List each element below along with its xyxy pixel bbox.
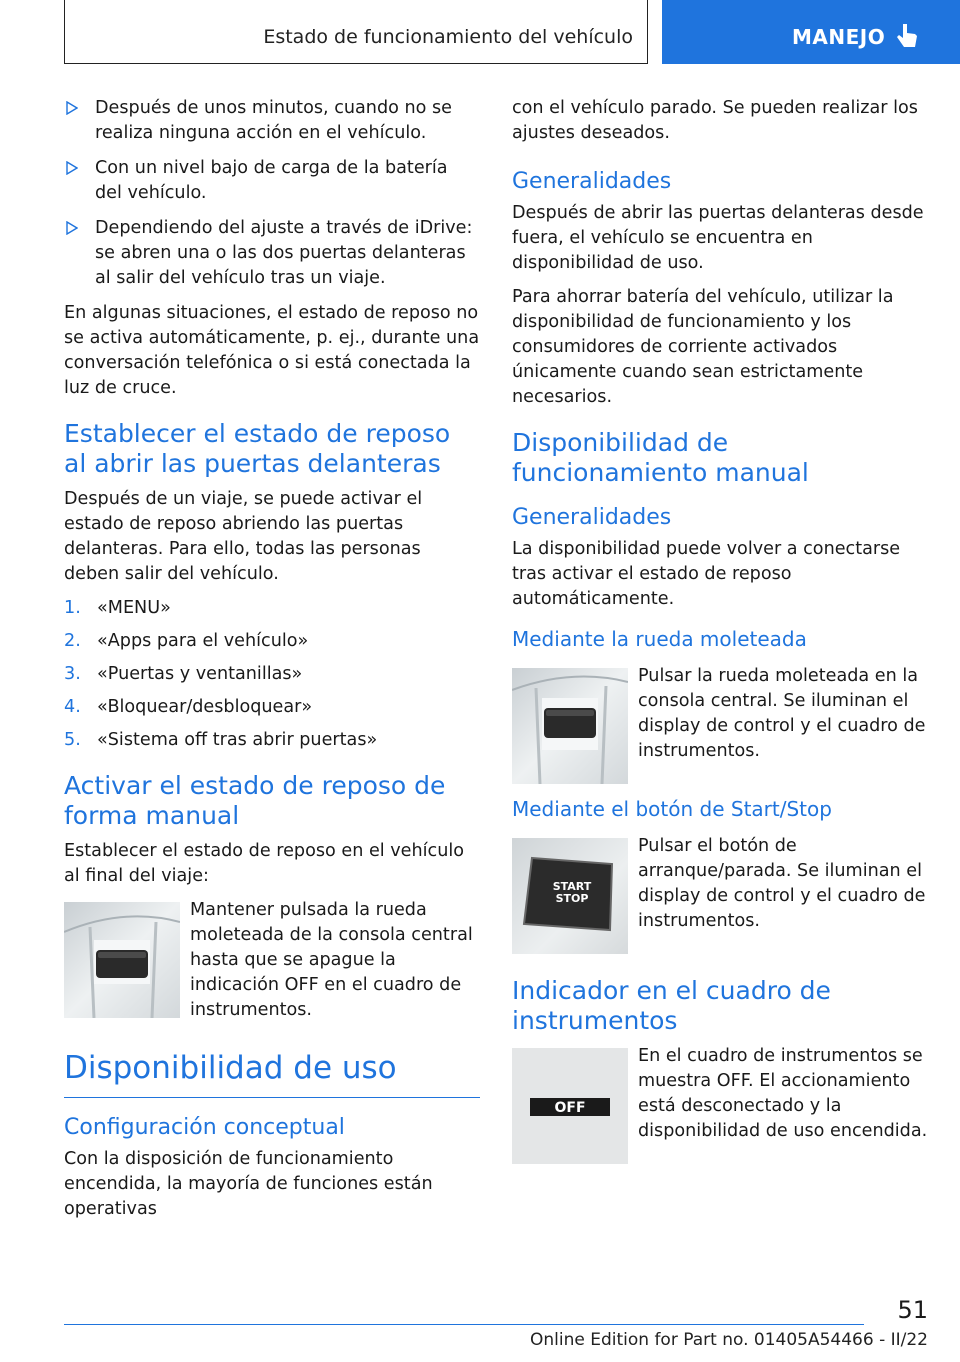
heading-configuracion: Configuración conceptual	[64, 1115, 345, 1140]
figure-knurled-wheel	[64, 898, 480, 1023]
figure-rueda	[512, 664, 928, 782]
svg-text:OFF: OFF	[554, 1100, 586, 1116]
steps-list	[64, 596, 480, 753]
paragraph: La disponibilidad puede volver a conectarse tras activar el estado de reposo automáticamente.	[512, 539, 901, 609]
paragraph: En algunas situaciones, el estado de reposo no se activa automáticamente, p. ej., durante una conversación telefónica o si está conectada la luz de cruce.	[64, 303, 480, 398]
off-indicator-image	[512, 1048, 628, 1164]
figure-text: Mantener pulsada la rueda moleteada de la consola central hasta que se apague la indicación OFF en el cuadro de instrumentos.	[190, 900, 473, 1020]
figure-text: Pulsar el botón de arranque/parada. Se iluminan el display de control y el cuadro de instrumentos.	[638, 836, 926, 931]
heading-rueda: Mediante la rueda moleteada	[512, 627, 807, 651]
knurled-wheel-image	[512, 668, 628, 784]
figure-text: En el cuadro de instrumentos se muestra OFF. El accionamiento está desconectado y la disponibilidad de uso encendida.	[638, 1046, 928, 1141]
heading-boton: Mediante el botón de Start/Stop	[512, 797, 832, 821]
footer-divider	[64, 1324, 864, 1325]
chapter-title: Estado de funcionamiento del vehículo	[263, 26, 633, 48]
list-item: 5. «Sistema off tras abrir puertas»	[64, 730, 378, 750]
heading-generalidades: Generalidades	[512, 169, 672, 194]
left-column	[64, 96, 480, 1231]
start-stop-button-image	[512, 838, 628, 954]
svg-text:STOP: STOP	[555, 892, 589, 905]
list-item: 1. «MENU»	[64, 598, 171, 618]
figure-text: Pulsar la rueda moleteada en la consola central. Se iluminan el display de control y el cuadro de instrumentos.	[638, 666, 926, 761]
paragraph: Después de un viaje, se puede activar el estado de reposo abriendo las puertas delanteras. Para ello, todas las personas deben salir del vehículo.	[64, 489, 423, 584]
figure-off	[512, 1044, 928, 1162]
list-item: 4. «Bloquear/desbloquear»	[64, 697, 313, 717]
footer-edition: Online Edition for Part no. 01405A54466 - II/22	[529, 1330, 928, 1350]
heading-establecer: Establecer el estado de reposo al abrir las puertas delanteras	[64, 419, 451, 478]
header-box	[64, 0, 648, 64]
right-column	[512, 96, 928, 1176]
paragraph: Con la disposición de funcionamiento encendida, la mayoría de funciones están operativas	[64, 1149, 433, 1219]
knurled-wheel-image	[64, 902, 180, 1018]
page-number: 51	[897, 1296, 928, 1324]
paragraph: Para ahorrar batería del vehículo, utilizar la disponibilidad de funcionamiento y los consumidores de corriente activados únicamente cuando sean estrictamente necesarios.	[512, 287, 894, 407]
list-item: 2. «Apps para el vehículo»	[64, 631, 309, 651]
paragraph: Establecer el estado de reposo en el vehículo al final del viaje:	[64, 841, 464, 886]
steering-hand-icon	[893, 22, 921, 52]
triangle-bullet-icon	[66, 101, 78, 115]
triangle-bullet-icon	[66, 161, 78, 175]
heading-disponibilidad-uso: Disponibilidad de uso	[64, 1049, 480, 1098]
triangle-bullet-icon	[66, 221, 78, 235]
heading-generalidades-2: Generalidades	[512, 505, 672, 530]
list-item: 3. «Puertas y ventanillas»	[64, 664, 303, 684]
heading-disponibilidad-manual: Disponibilidad de funcionamiento manual	[512, 428, 809, 487]
section-label: MANEJO	[792, 25, 886, 49]
list-item: Dependiendo del ajuste a través de iDrive: se abren una o las dos puertas delanteras al salir del vehículo tras un viaje.	[64, 216, 480, 291]
heading-activar: Activar el estado de reposo de forma manual	[64, 771, 446, 830]
paragraph: Después de abrir las puertas delanteras desde fuera, el vehículo se encuentra en disponibilidad de uso.	[512, 203, 924, 273]
svg-text:START: START	[552, 880, 592, 893]
heading-indicador: Indicador en el cuadro de instrumentos	[512, 976, 831, 1035]
paragraph: con el vehículo parado. Se pueden realizar los ajustes deseados.	[512, 98, 918, 143]
bullet-list	[64, 96, 480, 291]
figure-boton	[512, 834, 928, 952]
list-item: Después de unos minutos, cuando no se realiza ninguna acción en el vehículo.	[64, 96, 480, 146]
list-item: Con un nivel bajo de carga de la batería del vehículo.	[64, 156, 480, 206]
